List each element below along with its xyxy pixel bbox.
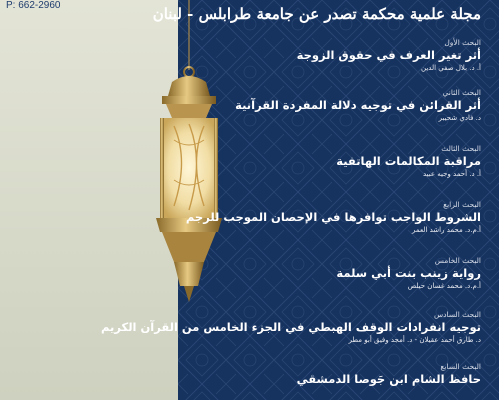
article-label: البحث الثاني — [442, 88, 481, 97]
issn-number: P: 662-2960 — [6, 0, 61, 11]
article-item — [181, 88, 481, 144]
article-title: الشروط الواجب توافرها في الإحصان الموجب للرجم — [185, 210, 481, 224]
article-item — [181, 362, 481, 392]
article-item — [101, 310, 481, 362]
article-list — [101, 38, 481, 392]
article-title: توجيه انفرادات الوقف الهبطي في الجزء الخامس من القرآن الكريم — [101, 320, 481, 334]
article-label: البحث السادس — [433, 310, 481, 319]
article-item — [181, 256, 481, 310]
journal-title: مجلة علمية محكمة تصدر عن جامعة طرابلس - لبنان — [152, 5, 481, 23]
article-label: البحث الأول — [444, 38, 481, 47]
article-author: أ. د. أحمد وجيه عبيد — [422, 170, 481, 178]
article-title: مراقبة المكالمات الهاتفية — [336, 154, 481, 168]
article-label: البحث الثالث — [441, 144, 481, 153]
article-title: حافظ الشام ابن جَوصا الدمشقي — [296, 372, 481, 386]
article-author: د. طارق أحمد عقيلان - د. أمجد وفيق أبو مطر — [348, 336, 481, 344]
article-label: البحث السابع — [440, 362, 481, 371]
article-label: البحث الرابع — [443, 200, 481, 209]
article-author: أ. د. بلال صفي الدين — [421, 64, 481, 72]
article-title: أثر تغير العرف في حقوق الزوجة — [296, 48, 481, 62]
article-author: أ.م.د. محمد راشد العمر — [412, 226, 481, 234]
article-author: د. فادي شحيبر — [438, 114, 481, 122]
article-item — [181, 200, 481, 256]
article-title: أثر القرائن في توجيه دلالة المفردة القرآنية — [235, 98, 481, 112]
article-item — [181, 144, 481, 200]
article-item — [181, 38, 481, 88]
article-title: رواية زينب بنت أبي سلمة — [336, 266, 481, 280]
article-label: البحث الخامس — [434, 256, 481, 265]
article-author: أ.م.د. محمد غسان حيلص — [407, 282, 481, 290]
